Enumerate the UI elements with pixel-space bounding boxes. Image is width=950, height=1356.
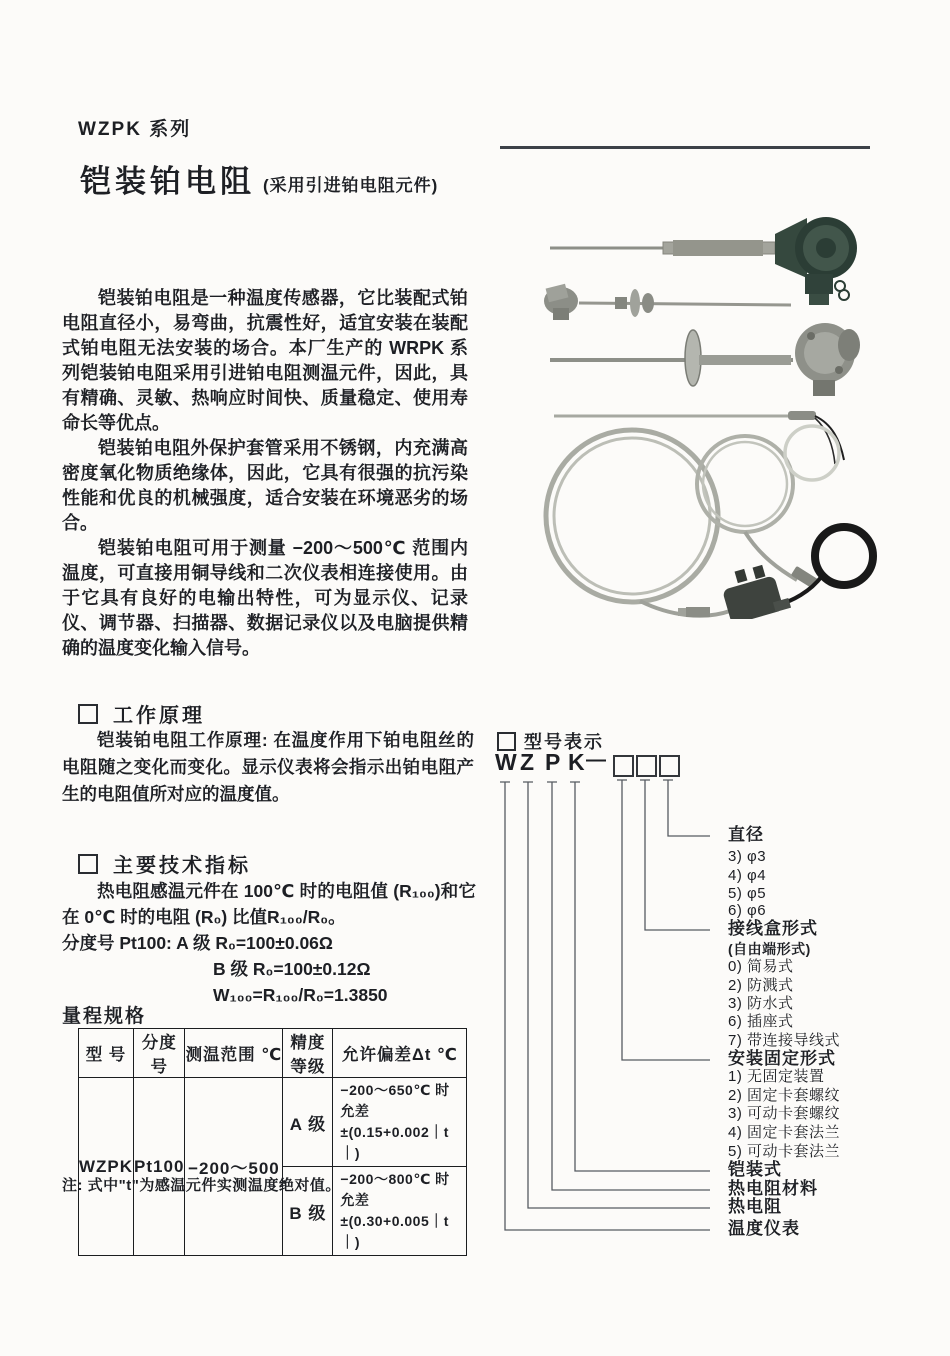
col-header-graduation: 分度号: [134, 1029, 185, 1078]
branch-junction-box-item: 2) 防溅式: [728, 977, 794, 994]
formula-grade-b: B 级 R₀=100±0.12Ω: [213, 959, 371, 979]
branch-mounting-item: 3) 可动卡套螺纹: [728, 1105, 841, 1122]
branch-mounting-item: 4) 固定卡套法兰: [728, 1124, 841, 1141]
range-spec-table: [78, 1028, 467, 1256]
page-title: [80, 166, 438, 197]
branch-diameter-item: 3) φ3: [728, 848, 767, 865]
branch-armored-label: 铠装式: [728, 1160, 782, 1179]
branch-junction-box-item: (自由端形式): [728, 941, 811, 957]
tolerance-b-line1: −200～800℃ 时允差: [340, 1171, 450, 1208]
branch-rtd-material-label: 热电阻材料: [728, 1179, 818, 1198]
branch-junction-box-item: 3) 防水式: [728, 995, 794, 1012]
intro-paragraph-1: 铠装铂电阻是一种温度传感器，它比装配式铂电阻直径小，易弯曲，抗震性好，适宜安装在装配式铂电阻无法安装的场合。本厂生产的 WRPK 系列铠装铂电阻采用引进铂电阻测温元件，因此，具有精确、灵敏、热响应时间快、质量稳定、使用寿命长等优点。: [62, 288, 468, 433]
col-header-tolerance: 允许偏差Δt ℃: [333, 1029, 467, 1078]
formula-w100: W₁₀₀=R₁₀₀/R₀=1.3850: [213, 985, 388, 1005]
working-principle-heading: [78, 699, 205, 728]
cell-tolerance-b: [333, 1167, 467, 1256]
tolerance-b-line2: ±(0.30+0.005｜t｜): [340, 1213, 449, 1250]
cell-tolerance-a: [333, 1078, 467, 1167]
table-note: 注: 式中"t"为感温元件实测温度绝对值。: [62, 1177, 341, 1194]
range-table-title: 量程规格: [62, 1006, 147, 1027]
square-bullet-icon: [78, 704, 98, 724]
intro-text: [62, 286, 468, 661]
header-rule: [500, 146, 870, 149]
code-box-1: [613, 755, 634, 777]
page-title-main: 铠装铂电阻: [80, 164, 255, 199]
cell-grade-b: B 级: [283, 1167, 333, 1256]
cell-graduation: Pt100: [134, 1078, 185, 1256]
code-letter-p: P: [545, 749, 561, 775]
branch-rtd-label: 热电阻: [728, 1197, 782, 1216]
square-bullet-icon: [497, 732, 516, 751]
table-row: [79, 1078, 467, 1167]
branch-mounting-item: 2) 固定卡套螺纹: [728, 1087, 841, 1104]
square-bullet-icon: [78, 854, 98, 874]
tech-specs-heading: [78, 849, 251, 878]
working-principle-paragraph: 铠装铂电阻工作原理: 在温度作用下铂电阻丝的电阻随之变化而变化。显示仪表将会指示出铂电阻产生的电阻值所对应的温度值。: [62, 730, 474, 804]
branch-diameter-label: 直径: [728, 825, 764, 844]
branch-mounting-item: 1) 无固定装置: [728, 1068, 825, 1085]
code-box-3: [659, 755, 680, 777]
working-principle-body: [62, 727, 474, 808]
product-photo-armored-coils: [492, 404, 902, 619]
code-dash: —: [586, 749, 606, 771]
series-title: WZPK 系列: [78, 119, 192, 140]
col-header-model: 型 号: [79, 1029, 134, 1078]
connection-head-icon: [722, 565, 791, 619]
tolerance-a-line1: −200～650℃ 时允差: [340, 1082, 450, 1119]
col-header-accuracy-line1: 精度: [290, 1034, 326, 1052]
col-header-accuracy-line2: 等级: [290, 1058, 326, 1076]
model-diagram-lines: [488, 776, 720, 1238]
tech-specs-intro: 热电阻感温元件在 100℃ 时的电阻值 (R₁₀₀)和它在 0℃ 时的电阻 (R₀) 比值R₁₀₀/R₀。: [62, 881, 476, 927]
branch-diameter-item: 4) φ4: [728, 867, 767, 884]
branch-diameter-item: 5) φ5: [728, 885, 767, 902]
code-letter-k: K: [568, 749, 585, 775]
working-principle-heading-label: 工作原理: [113, 705, 205, 727]
branch-junction-box-item: 6) 插座式: [728, 1013, 794, 1030]
col-header-range: 测温范围 ℃: [185, 1029, 283, 1078]
cell-range: −200～500: [185, 1078, 283, 1256]
branch-temperature-instrument-label: 温度仪表: [728, 1219, 800, 1238]
product-photo-armored-probes: [495, 168, 895, 408]
code-letter-w: W: [495, 749, 517, 775]
branch-junction-box-item: 7) 带连接导线式: [728, 1032, 841, 1049]
tech-specs-heading-label: 主要技术指标: [113, 855, 251, 877]
branch-junction-box-label: 接线盒形式: [728, 919, 818, 938]
code-letter-z: Z: [520, 749, 535, 775]
model-designation-heading-label: 型号表示: [524, 732, 604, 752]
col-header-accuracy: [283, 1029, 333, 1078]
table-header-row: [79, 1029, 467, 1078]
code-box-2: [636, 755, 657, 777]
page-title-note: (采用引进铂电阻元件): [263, 176, 439, 195]
branch-diameter-item: 6) φ6: [728, 902, 767, 919]
branch-junction-box-item: 0) 简易式: [728, 958, 794, 975]
tolerance-a-line2: ±(0.15+0.002｜t｜): [340, 1124, 449, 1161]
intro-paragraph-3: 铠装铂电阻可用于测量 −200～500℃ 范围内温度，可直接用铜导线和二次仪表相连接使用。由于它具有良好的电输出特性，可为显示仪、记录仪、调节器、扫描器、数据记录仪以及电脑提供精确的温度变化输入信号。: [62, 538, 468, 658]
tech-specs-body: [62, 878, 476, 1008]
branch-mounting-item: 5) 可动卡套法兰: [728, 1143, 841, 1160]
intro-paragraph-2: 铠装铂电阻外保护套管采用不锈钢，内充满高密度氧化物质绝缘体，因此，它具有很强的抗污染性能和优良的机械强度，适合安装在环境恶劣的场合。: [62, 438, 468, 533]
cell-model: WZPK: [79, 1078, 134, 1256]
cell-grade-a: A 级: [283, 1078, 333, 1167]
branch-mounting-label: 安装固定形式: [728, 1049, 836, 1068]
formula-grade-a: 分度号 Pt100: A 级 R₀=100±0.06Ω: [62, 933, 333, 953]
